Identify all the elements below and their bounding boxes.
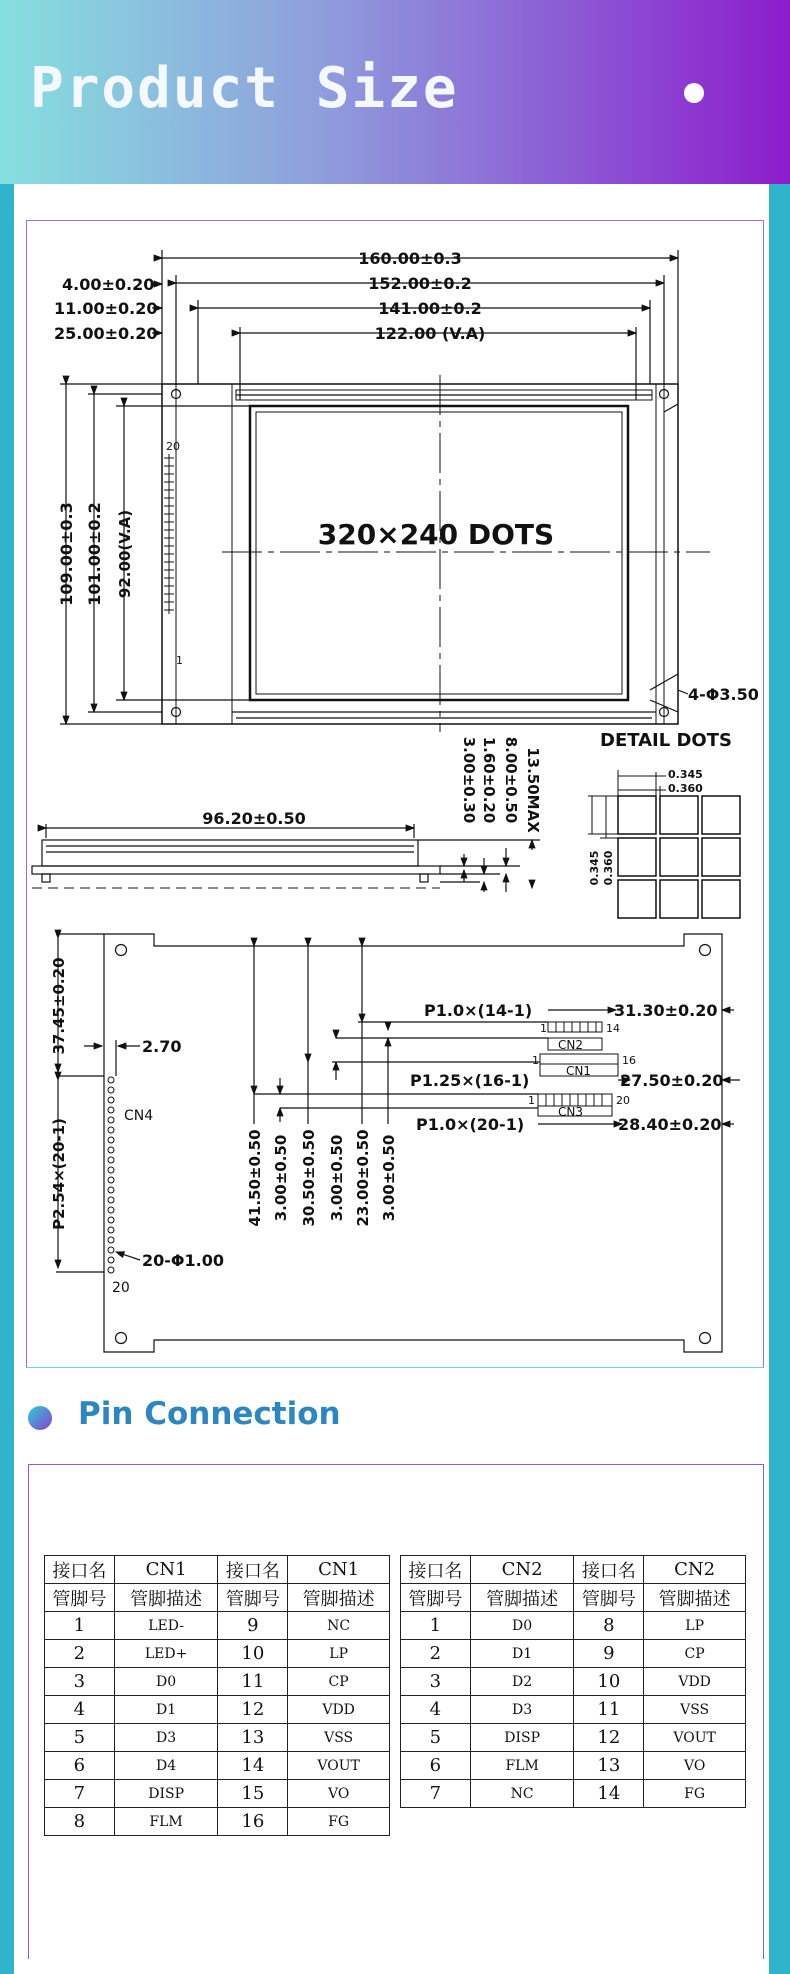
cn1-pin-16: 16 <box>622 1054 636 1067</box>
cell: VSS <box>288 1724 390 1752</box>
table-row <box>401 1584 746 1612</box>
cell: 4 <box>45 1696 115 1724</box>
cell: 14 <box>574 1780 644 1808</box>
cn1-pin-1: 1 <box>532 1054 539 1067</box>
dim-92: 92.00(V.A) <box>116 509 134 599</box>
detail-dim-0360-v: 0.360 <box>602 850 615 886</box>
table-row <box>401 1556 746 1584</box>
cn2-h2-0: 管脚号 <box>401 1584 471 1612</box>
cell: 7 <box>401 1780 471 1808</box>
cn1-h1-0: 接口名 <box>45 1556 115 1584</box>
cn1-h2-1: 管脚描述 <box>114 1584 218 1612</box>
table-row <box>45 1780 390 1808</box>
table-row <box>401 1612 746 1640</box>
cell: 8 <box>45 1808 115 1836</box>
cn1-dim: 27.50±0.20 <box>620 1071 724 1090</box>
side-thick-160: 1.60±0.20 <box>480 736 498 824</box>
cell: LED+ <box>114 1640 218 1668</box>
cell: VDD <box>644 1668 746 1696</box>
vdim-3050: 30.50±0.50 <box>300 1129 318 1227</box>
cn1-h2-0: 管脚号 <box>45 1584 115 1612</box>
dim-141: 141.00±0.2 <box>378 299 482 318</box>
cell: D4 <box>114 1752 218 1780</box>
cell: 5 <box>401 1724 471 1752</box>
cell: D2 <box>470 1668 574 1696</box>
cn1-pin-table <box>44 1555 390 1836</box>
cn2-h2-3: 管脚描述 <box>644 1584 746 1612</box>
cell: CP <box>644 1640 746 1668</box>
cn1-h2-2: 管脚号 <box>218 1584 288 1612</box>
table-row <box>45 1752 390 1780</box>
cn1-h1-2: 接口名 <box>218 1556 288 1584</box>
cn2-dim: 31.30±0.20 <box>614 1001 718 1020</box>
vdim-300-a: 3.00±0.50 <box>272 1134 290 1222</box>
cn2-h2-2: 管脚号 <box>574 1584 644 1612</box>
cell: LED- <box>114 1612 218 1640</box>
side-thick-300: 3.00±0.30 <box>460 736 478 824</box>
cell: 11 <box>218 1668 288 1696</box>
table-row <box>401 1780 746 1808</box>
display-label: 320×240 DOTS <box>317 518 555 551</box>
cell: 13 <box>218 1724 288 1752</box>
cell: 13 <box>574 1752 644 1780</box>
table-row <box>401 1640 746 1668</box>
vdim-300-b: 3.00±0.50 <box>328 1134 346 1222</box>
cn2-h1-3: CN2 <box>644 1556 746 1584</box>
cell: 15 <box>218 1780 288 1808</box>
dim-4: 4.00±0.20 <box>62 275 155 294</box>
cell: FG <box>288 1808 390 1836</box>
dim-25: 25.00±0.20 <box>54 324 158 343</box>
cell: VO <box>288 1780 390 1808</box>
cell: 12 <box>574 1724 644 1752</box>
cell: D0 <box>114 1668 218 1696</box>
dim-20-holes: 20-Φ1.00 <box>142 1251 224 1270</box>
cell: D0 <box>470 1612 574 1640</box>
cell: 4 <box>401 1696 471 1724</box>
cn1-h2-3: 管脚描述 <box>288 1584 390 1612</box>
top-view <box>60 250 710 732</box>
detail-dots <box>588 770 740 918</box>
cell: 6 <box>401 1752 471 1780</box>
table-row <box>401 1752 746 1780</box>
cell: VSS <box>644 1696 746 1724</box>
detail-dim-0360-h: 0.360 <box>668 782 703 795</box>
page-title: Product Size <box>30 56 459 121</box>
detail-dim-0345-v: 0.345 <box>588 850 601 886</box>
cell: 6 <box>45 1752 115 1780</box>
pin-connection-bullet <box>28 1406 52 1430</box>
cell: 12 <box>218 1696 288 1724</box>
cn2-pin-table <box>400 1555 746 1808</box>
cn3-pin-1: 1 <box>528 1094 535 1107</box>
cell: D3 <box>114 1724 218 1752</box>
side-thick-1350: 13.50MAX <box>524 747 542 833</box>
table-row <box>45 1808 390 1836</box>
cell: LP <box>644 1612 746 1640</box>
cell: 7 <box>45 1780 115 1808</box>
table-row <box>45 1640 390 1668</box>
cell: 10 <box>574 1668 644 1696</box>
cn1-pitch: P1.25×(16-1) <box>410 1071 530 1090</box>
cell: NC <box>288 1612 390 1640</box>
dim-160: 160.00±0.3 <box>358 249 462 268</box>
cell: 1 <box>45 1612 115 1640</box>
pin-20-label: 20 <box>166 440 180 453</box>
cell: 9 <box>574 1640 644 1668</box>
cell: FG <box>644 1780 746 1808</box>
cn2-h1-2: 接口名 <box>574 1556 644 1584</box>
dim-270: 2.70 <box>142 1037 182 1056</box>
cn3-pitch: P1.0×(20-1) <box>416 1115 525 1134</box>
cell: FLM <box>470 1752 574 1780</box>
cell: D3 <box>470 1696 574 1724</box>
cell: VO <box>644 1752 746 1780</box>
table-row <box>45 1556 390 1584</box>
cell: D1 <box>470 1640 574 1668</box>
side-width-dim: 96.20±0.50 <box>202 809 306 828</box>
table-row <box>401 1696 746 1724</box>
table-row <box>401 1668 746 1696</box>
cell: 8 <box>574 1612 644 1640</box>
dim-11: 11.00±0.20 <box>54 299 158 318</box>
cn2-pitch: P1.0×(14-1) <box>424 1001 533 1020</box>
cell: 2 <box>401 1640 471 1668</box>
cell: 16 <box>218 1808 288 1836</box>
dim-p254: P2.54×(20-1) <box>50 1118 68 1230</box>
cn1-h1-1: CN1 <box>114 1556 218 1584</box>
cell: 3 <box>45 1668 115 1696</box>
pin-connection-title: Pin Connection <box>78 1396 341 1432</box>
cell: 5 <box>45 1724 115 1752</box>
cell: D1 <box>114 1696 218 1724</box>
pin-1-label: 1 <box>176 654 183 667</box>
cn3-pin-20: 20 <box>616 1094 630 1107</box>
cell: DISP <box>114 1780 218 1808</box>
cell: VOUT <box>288 1752 390 1780</box>
cell: DISP <box>470 1724 574 1752</box>
vdim-2300: 23.00±0.50 <box>354 1129 372 1227</box>
cell: 3 <box>401 1668 471 1696</box>
detail-dim-0345-h: 0.345 <box>668 768 703 781</box>
dim-3745: 37.45±0.20 <box>50 957 68 1055</box>
dim-101: 101.00±0.2 <box>85 502 104 606</box>
cn2-h1-0: 接口名 <box>401 1556 471 1584</box>
cell: VOUT <box>644 1724 746 1752</box>
cell: 10 <box>218 1640 288 1668</box>
side-view <box>32 824 540 892</box>
cn2-h1-1: CN2 <box>470 1556 574 1584</box>
hole-label: 4-Φ3.50 <box>688 685 759 704</box>
cell: 2 <box>45 1640 115 1668</box>
cell: 9 <box>218 1612 288 1640</box>
cell: FLM <box>114 1808 218 1836</box>
table-row <box>45 1696 390 1724</box>
table-row <box>45 1612 390 1640</box>
table-row <box>45 1668 390 1696</box>
cell: LP <box>288 1640 390 1668</box>
cell: NC <box>470 1780 574 1808</box>
cell: VDD <box>288 1696 390 1724</box>
vdim-300-c: 3.00±0.50 <box>380 1134 398 1222</box>
cn4-pin-20: 20 <box>112 1280 130 1296</box>
cell: 11 <box>574 1696 644 1724</box>
cn1-h1-3: CN1 <box>288 1556 390 1584</box>
cell: 1 <box>401 1612 471 1640</box>
table-row <box>45 1584 390 1612</box>
dim-152: 152.00±0.2 <box>368 274 472 293</box>
cn3-label: CN3 <box>558 1105 583 1119</box>
cn2-h2-1: 管脚描述 <box>470 1584 574 1612</box>
cn3-dim: 28.40±0.20 <box>618 1115 722 1134</box>
cell: 14 <box>218 1752 288 1780</box>
cn4-label: CN4 <box>124 1108 154 1124</box>
cn2-pin-14: 14 <box>606 1022 620 1035</box>
detail-dots-title: DETAIL DOTS <box>600 730 732 751</box>
cell: CP <box>288 1668 390 1696</box>
dim-109: 109.00±0.3 <box>57 502 76 606</box>
vdim-4150: 41.50±0.50 <box>246 1129 264 1227</box>
cn2-pin-1: 1 <box>540 1022 547 1035</box>
back-view <box>56 934 740 1352</box>
side-thick-800: 8.00±0.50 <box>502 736 520 824</box>
dim-122: 122.00 (V.A) <box>374 324 486 343</box>
table-row <box>401 1724 746 1752</box>
table-row <box>45 1724 390 1752</box>
cn1-label: CN1 <box>566 1064 591 1078</box>
cn2-label: CN2 <box>558 1038 583 1052</box>
